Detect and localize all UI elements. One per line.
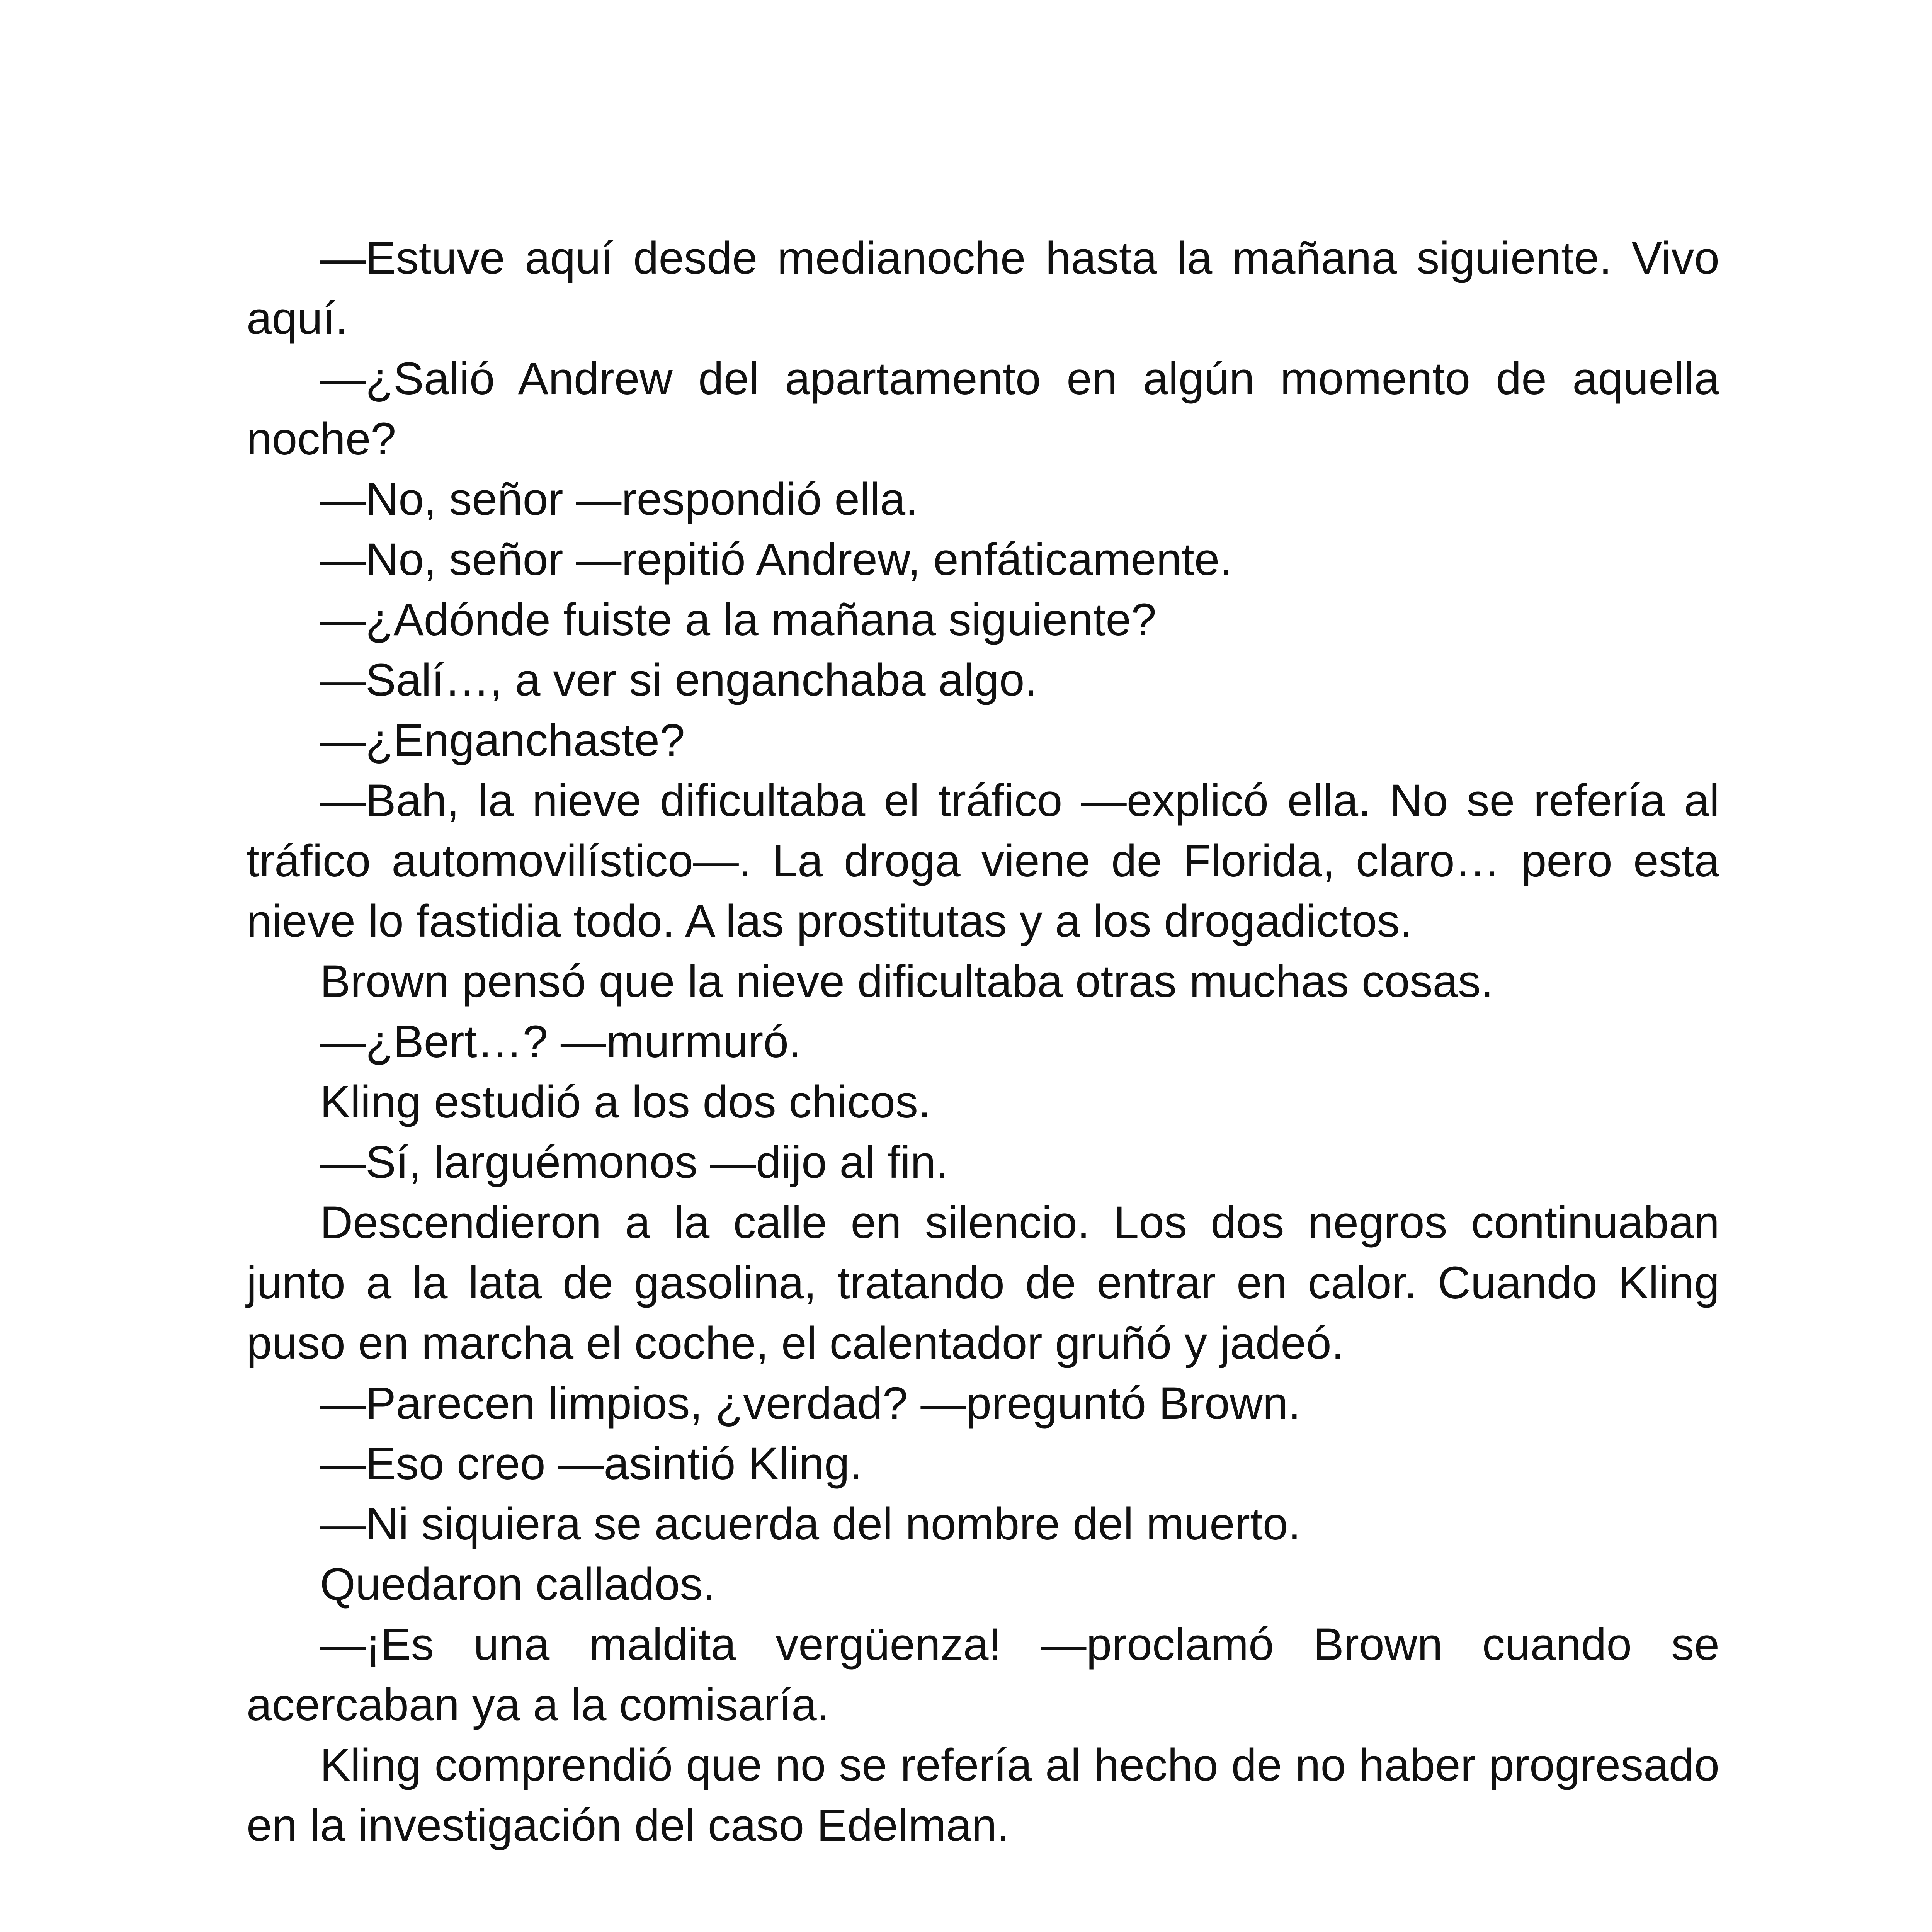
paragraph: —¿Enganchaste? <box>320 715 685 766</box>
paragraph: —¡Es una maldita vergüenza! —proclamó Brown cuando se acercaban ya a la comisaría. <box>247 1619 1719 1730</box>
paragraph: —¿Bert…? —murmuró. <box>320 1016 801 1067</box>
paragraph: —Estuve aquí desde medianoche hasta la mañana siguiente. Vivo aquí. <box>247 233 1719 344</box>
paragraph: —¿Adónde fuiste a la mañana siguiente? <box>320 594 1156 645</box>
paragraph: Brown pensó que la nieve dificultaba otras muchas cosas. <box>320 956 1493 1007</box>
paragraph: —Salí…, a ver si enganchaba algo. <box>320 655 1037 706</box>
paragraph: Quedaron callados. <box>320 1559 716 1610</box>
paragraph: Kling comprendió que no se refería al hecho de no haber progresado en la investigación del caso Edelman. <box>247 1740 1719 1851</box>
paragraph: —Bah, la nieve dificultaba el tráfico —explicó ella. No se refería al tráfico automovilístico—. La droga viene de Florida, claro… pero esta nieve lo fastidia todo. A las prostitutas y a los drogadictos. <box>247 775 1719 947</box>
body-text <box>247 228 1719 1855</box>
paragraph: Descendieron a la calle en silencio. Los dos negros continuaban junto a la lata de gasolina, tratando de entrar en calor. Cuando Kling puso en marcha el coche, el calentador gruñó y jadeó. <box>247 1197 1719 1369</box>
paragraph: —No, señor —respondió ella. <box>320 474 918 525</box>
paragraph: —Parecen limpios, ¿verdad? —preguntó Brown. <box>320 1378 1301 1429</box>
paragraph: —Sí, larguémonos —dijo al fin. <box>320 1137 949 1188</box>
paragraph: —Ni siquiera se acuerda del nombre del muerto. <box>320 1498 1301 1549</box>
paragraph: —¿Salió Andrew del apartamento en algún momento de aquella noche? <box>247 353 1719 464</box>
paragraph: Kling estudió a los dos chicos. <box>320 1077 931 1128</box>
paragraph: —No, señor —repitió Andrew, enfáticamente. <box>320 534 1233 585</box>
paragraph: —Eso creo —asintió Kling. <box>320 1438 862 1489</box>
